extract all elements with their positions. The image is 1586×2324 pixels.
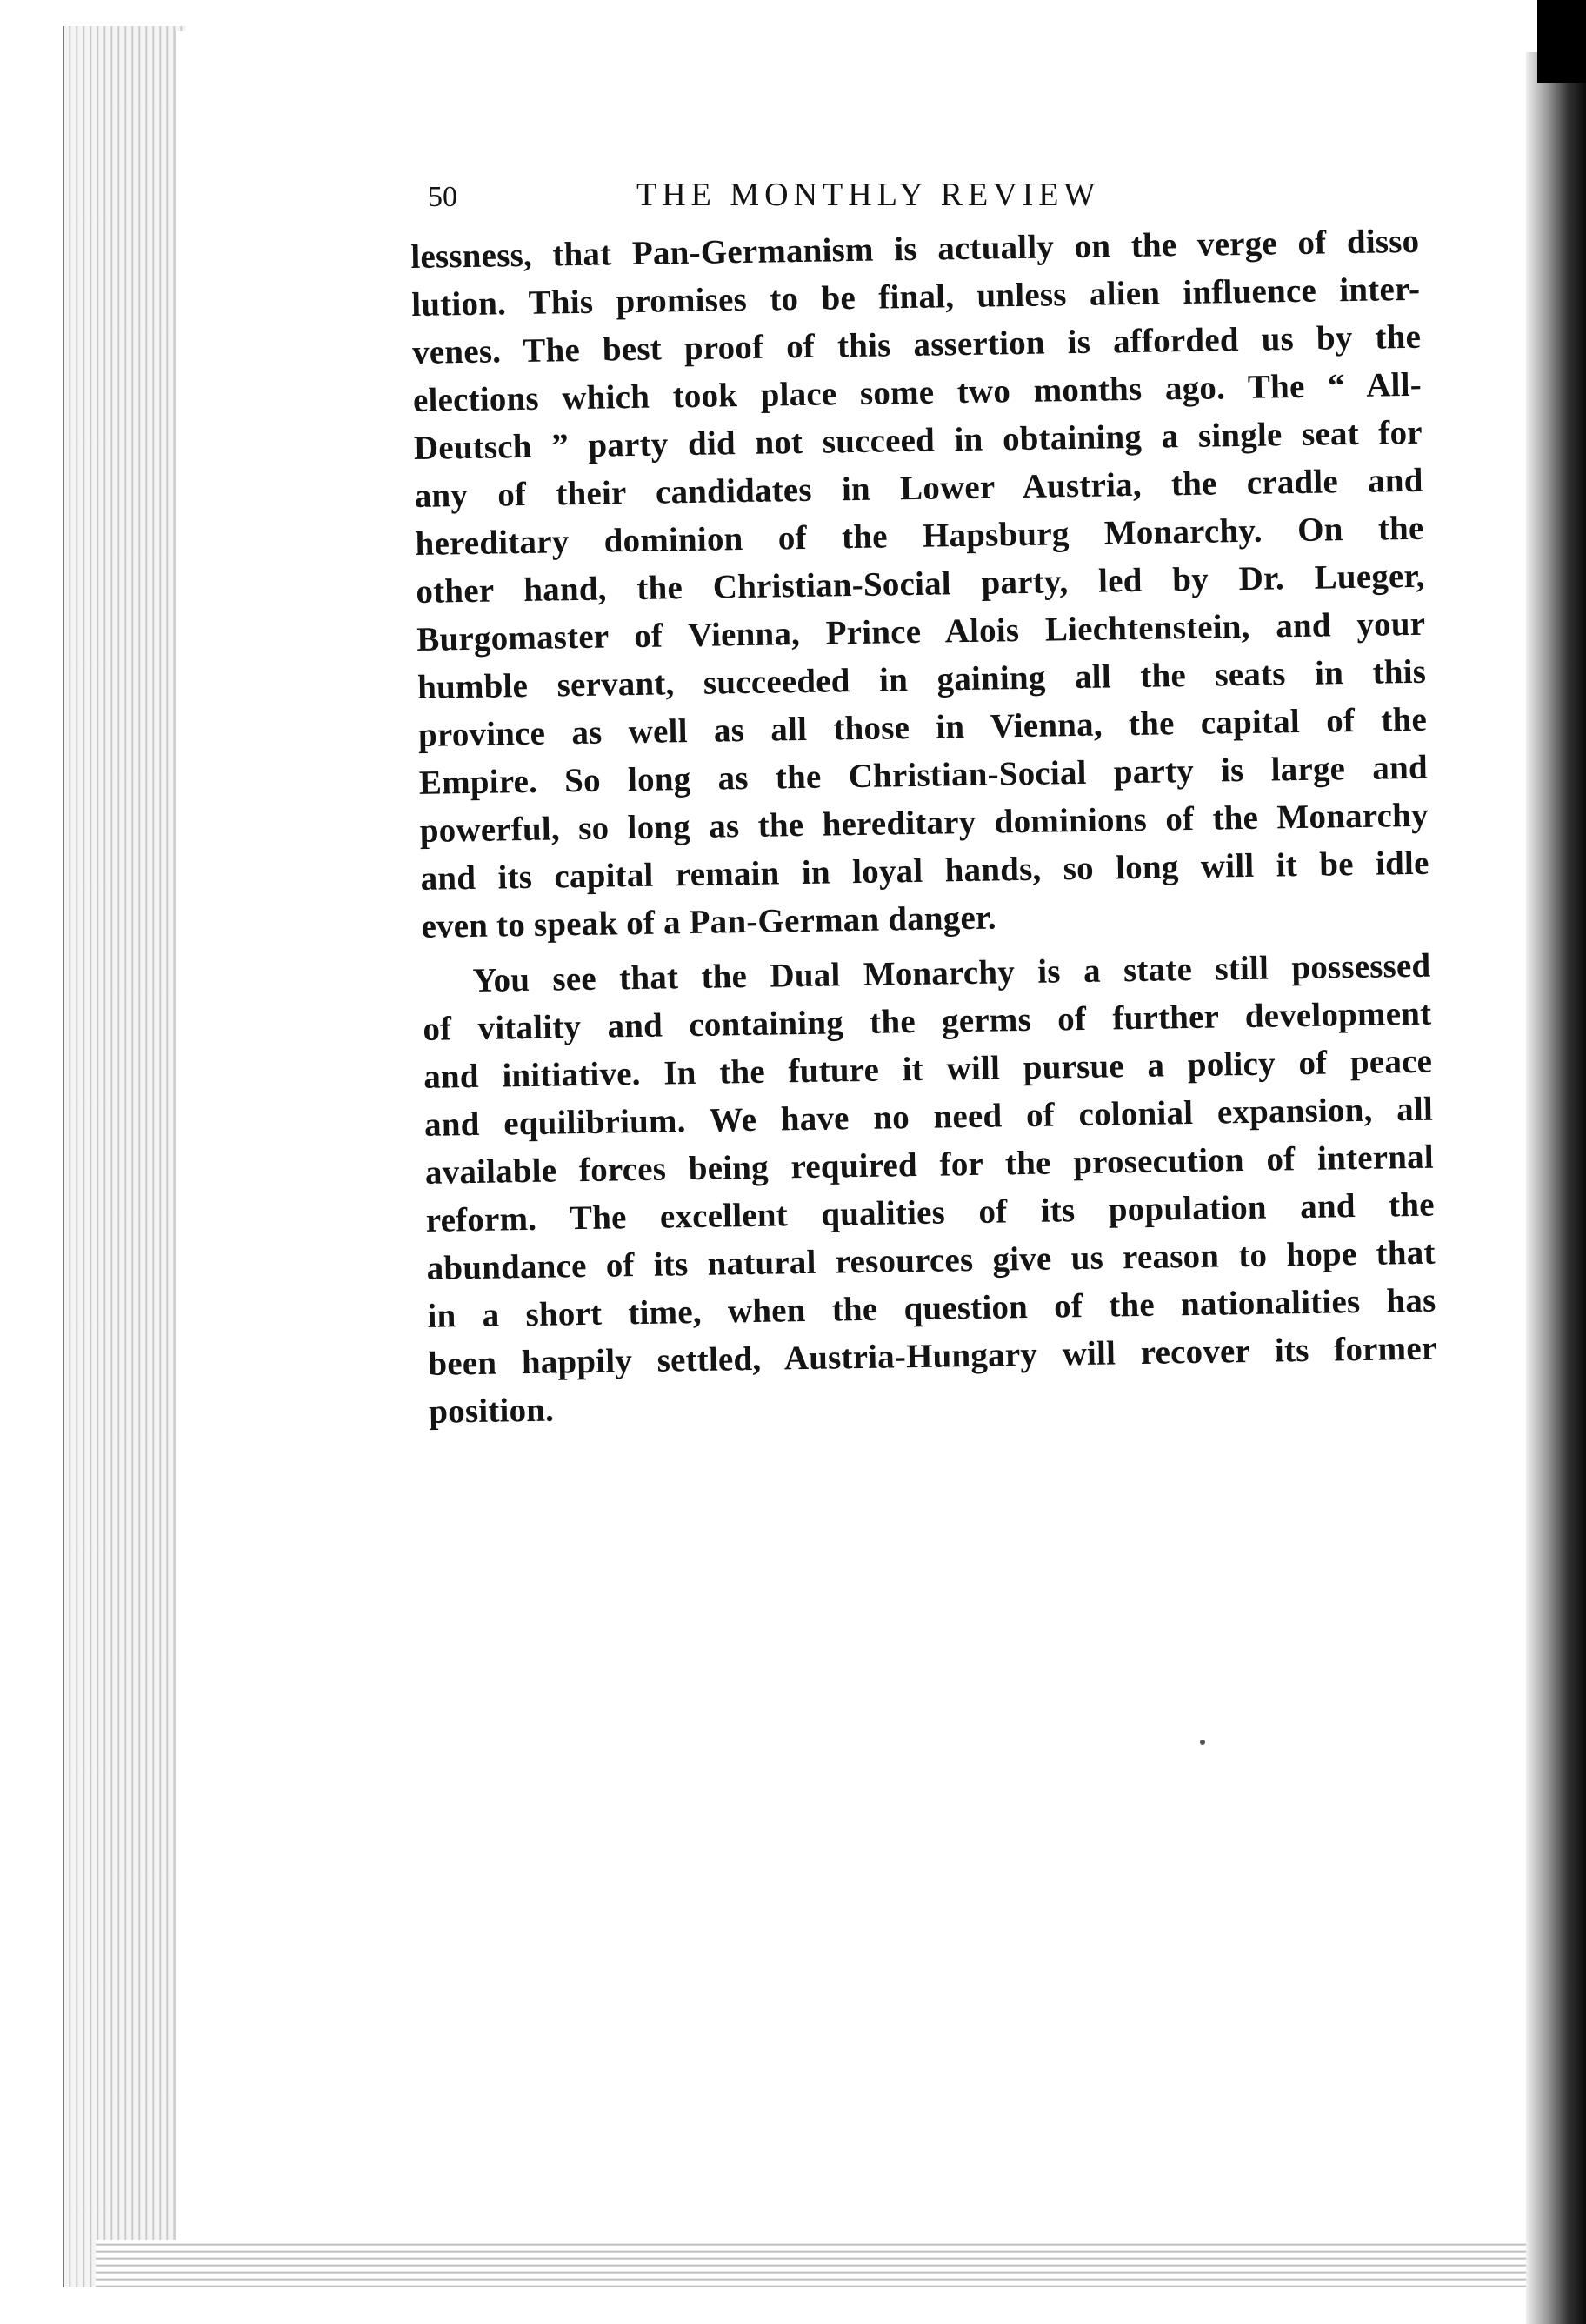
running-title: THE MONTHLY REVIEW	[636, 177, 1101, 213]
paragraph-1	[410, 217, 1430, 951]
text-line: reform. The excellent qualities of its population and the	[425, 1185, 1436, 1239]
text-line: abundance of its natural resources give us reason to hope that	[426, 1233, 1436, 1287]
text-line: powerful, so long as the hereditary dominions of the Monarchy	[419, 796, 1429, 850]
text-line: venes. The best proof of this assertion is afforded us by the	[411, 317, 1422, 371]
text-line: Deutsch ” party did not succeed in obtaining a single seat for	[413, 413, 1423, 467]
page-edges-left	[63, 26, 186, 2287]
scan-speck	[1200, 1740, 1205, 1745]
text-line: position.	[428, 1391, 555, 1431]
text-line: elections which took place some two months ago. The “ All-	[412, 365, 1423, 419]
page-edges-bottom	[96, 2240, 1539, 2292]
text-line: hereditary dominion of the Hapsburg Monarchy. On the	[415, 509, 1424, 563]
body-text	[410, 217, 1438, 1436]
text-line: You see that the Dual Monarchy is a state still possessed	[472, 946, 1431, 999]
text-line: lessness, that Pan-Germanism is actually on the verge of disso	[410, 222, 1420, 276]
text-line: available forces being required for the prosecution of internal	[424, 1138, 1435, 1192]
scan-margin	[0, 0, 61, 2324]
text-line: and equilibrium. We have no need of colonial expansion, all	[423, 1090, 1434, 1144]
text-line: any of their candidates in Lower Austria, the cradle and	[414, 461, 1423, 515]
text-line: and its capital remain in loyal hands, so long will it be idle	[420, 844, 1429, 898]
text-line: other hand, the Christian-Social party, led by Dr. Lueger,	[416, 557, 1425, 611]
paragraph-2	[422, 942, 1437, 1436]
scan-corner	[1537, 0, 1586, 83]
text-line: Empire. So long as the Christian-Social party is large and	[418, 748, 1429, 802]
text-line: in a short time, when the question of the nationalities has	[427, 1281, 1436, 1335]
text-line: been happily settled, Austria-Hungary will recover its former	[428, 1329, 1437, 1383]
text-line: and initiative. In the future it will pursue a policy of peace	[423, 1042, 1433, 1096]
text-line: province as well as all those in Vienna, the capital of the	[417, 700, 1428, 754]
book-binding-shadow	[1526, 52, 1586, 2324]
text-line: even to speak of a Pan-German danger.	[421, 898, 997, 945]
page-header	[428, 176, 1297, 228]
page-number: 50	[428, 181, 457, 213]
text-line: of vitality and containing the germs of further development	[423, 994, 1432, 1048]
text-line: Burgomaster of Vienna, Prince Alois Liechtenstein, and your	[416, 604, 1426, 658]
text-line: humble servant, succeeded in gaining all the seats in this	[416, 652, 1427, 706]
text-line: lution. This promises to be final, unless alien influence inter-	[410, 270, 1421, 324]
